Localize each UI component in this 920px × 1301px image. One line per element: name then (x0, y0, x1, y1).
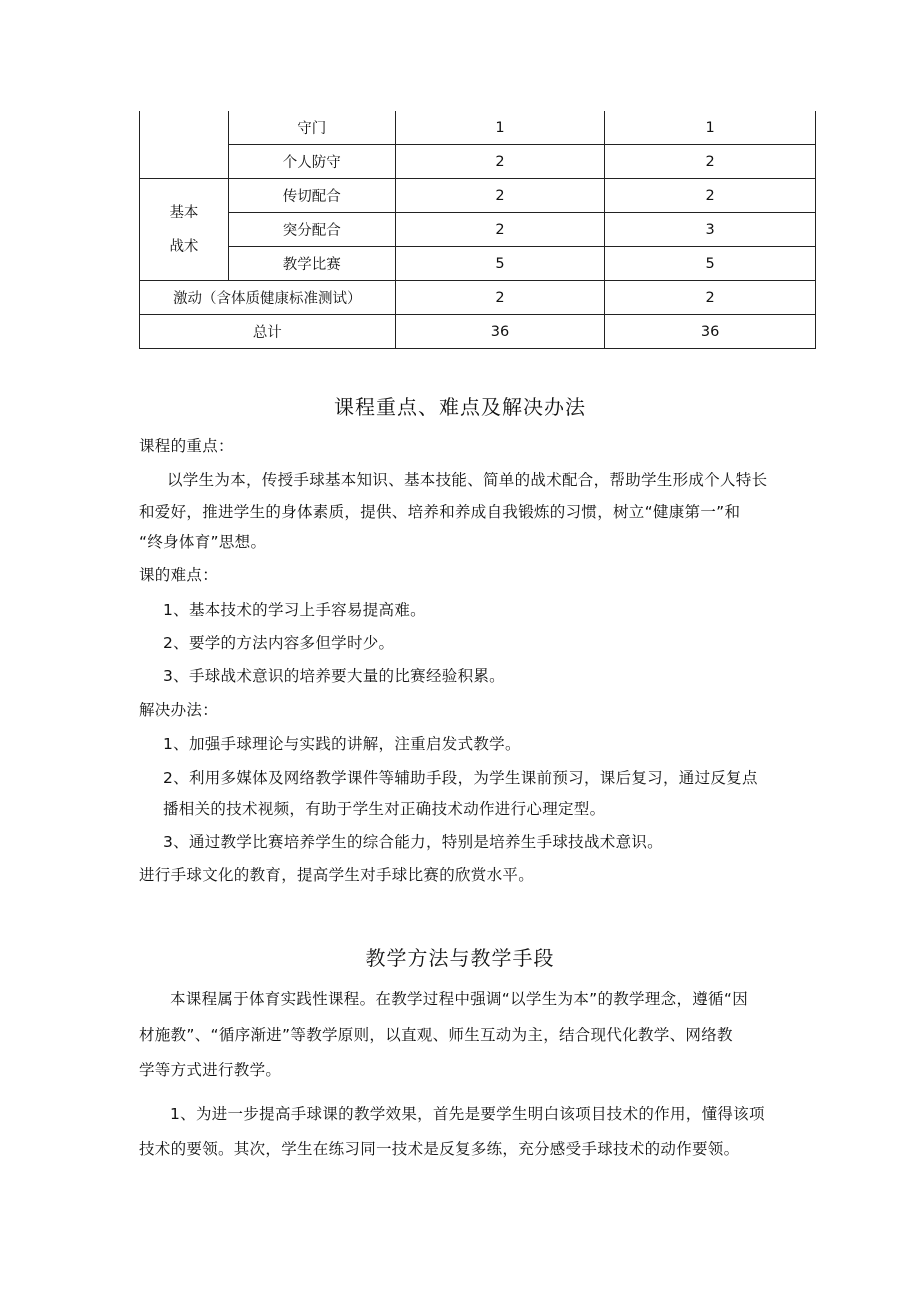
total-hours-cell: 36 (395, 315, 605, 349)
hours-cell: 1 (395, 111, 605, 145)
table-row (140, 281, 816, 315)
list-item-continuation: 播相关的技术视频，有助于学生对正确技术动作进行心理定型。 (163, 800, 606, 818)
item-cell: 传切配合 (228, 179, 395, 213)
group-label-line1: 基本 (169, 204, 199, 221)
paragraph-line: 技术的要领。其次，学生在练习同一技术是反复多练，充分感受手球技术的动作要领。 (139, 1140, 740, 1158)
hours-cell: 1 (605, 111, 816, 145)
key-points-label: 课程的重点： (139, 437, 234, 455)
paragraph-line: 学等方式进行教学。 (139, 1061, 282, 1079)
list-item: 1、基本技术的学习上手容易提高难。 (163, 601, 426, 619)
paragraph-line: 1、为进一步提高手球课的教学效果，首先是要学生明白该项目技术的作用，懂得该项 (170, 1105, 765, 1123)
hours-cell: 2 (395, 145, 605, 179)
paragraph-line: “终身体育”思想。 (139, 533, 267, 551)
item-cell: 教学比赛 (228, 247, 395, 281)
solution-label: 解决办法： (139, 701, 219, 719)
section-title-key-points: 课程重点、难点及解决办法 (334, 395, 586, 419)
table-row (140, 247, 816, 281)
hours-cell: 2 (395, 281, 605, 315)
list-item: 3、手球战术意识的培养要大量的比赛经验积累。 (163, 667, 505, 685)
hours-cell: 2 (605, 179, 816, 213)
total-hours-cell: 36 (605, 315, 816, 349)
item-cell: 突分配合 (228, 213, 395, 247)
paragraph-line: 和爱好，推进学生的身体素质，提供、培养和养成自我锻炼的习惯，树立“健康第一”和 (139, 503, 741, 521)
table-row (140, 213, 816, 247)
list-item: 3、通过教学比赛培养学生的综合能力，特别是培养生手球技战术意识。 (163, 833, 663, 851)
table-row (140, 315, 816, 349)
difficulty-label: 课的难点： (139, 566, 219, 584)
hours-cell: 2 (605, 145, 816, 179)
group-cell-empty (140, 111, 229, 179)
table-row (140, 179, 816, 213)
list-item: 1、加强手球理论与实践的讲解，注重启发式教学。 (163, 735, 521, 753)
hours-cell: 2 (395, 179, 605, 213)
warmup-label-cell: 激动（含体质健康标准测试） (140, 281, 396, 315)
total-label-cell: 总计 (140, 315, 396, 349)
item-cell: 个人防守 (228, 145, 395, 179)
hours-cell: 2 (395, 213, 605, 247)
hours-cell: 3 (605, 213, 816, 247)
hours-cell: 5 (395, 247, 605, 281)
paragraph-line: 以学生为本，传授手球基本知识、基本技能、简单的战术配合，帮助学生形成个人特长 (167, 471, 768, 489)
list-item: 2、利用多媒体及网络教学课件等辅助手段，为学生课前预习，课后复习，通过反复点 (163, 769, 758, 787)
table-row (140, 111, 816, 145)
group-label-line2: 战术 (169, 238, 199, 255)
hours-cell: 5 (605, 247, 816, 281)
hours-cell: 2 (605, 281, 816, 315)
section-title-methods: 教学方法与教学手段 (365, 946, 555, 970)
paragraph-line: 进行手球文化的教育，提高学生对手球比赛的欣赏水平。 (139, 866, 535, 884)
paragraph-line: 材施教”、“循序渐进”等教学原则，以直观、师生互动为主，结合现代化教学、网络教 (139, 1026, 733, 1044)
item-cell: 守门 (228, 111, 395, 145)
table-row (140, 145, 816, 179)
class-hours-table (139, 111, 816, 349)
list-item: 2、要学的方法内容多但学时少。 (163, 634, 395, 652)
paragraph-line: 本课程属于体育实践性课程。在教学过程中强调“以学生为本”的教学理念，遵循“因 (170, 990, 748, 1008)
group-cell-basic-tactics (140, 179, 229, 281)
